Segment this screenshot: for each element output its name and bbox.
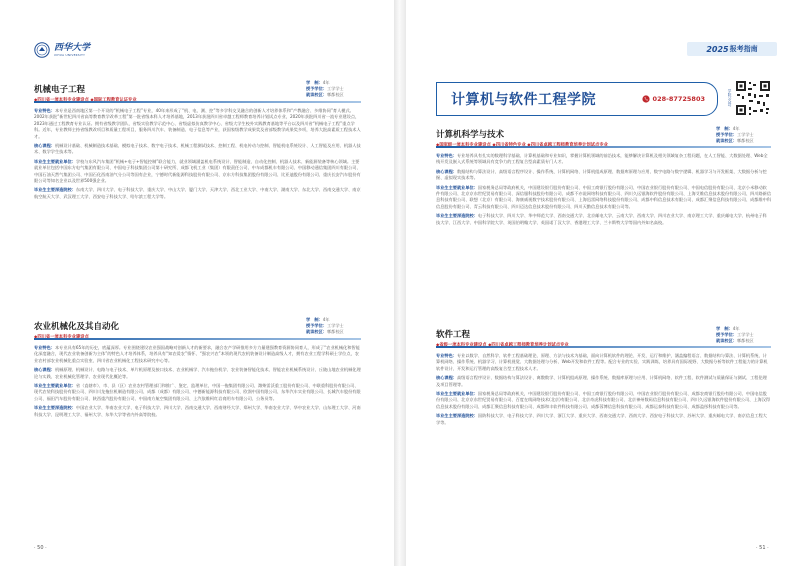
major-title: 计算机科学与技术	[436, 130, 505, 140]
major-body	[436, 153, 771, 226]
paragraph-core-courses: 核心课程：数据结构与算法设计、高级语言程序设计、操作系统、计算机网络、计算机组成原理、数据库原理与应用、数字电路与数字逻辑、机器学习与开发框架、大数据分析与挖掘、虚拟现实技术等。	[436, 168, 767, 181]
paragraph-further-study: 毕业生主要深造院校：东南大学、四川大学、电子科技大学、重庆大学、中山大学、厦门大学、天津大学、西北工业大学、中南大学、湖南大学、东北大学、西南交通大学、南京航空航天大学、武汉理工大学、西安电子科技大学、哈尔滨工程大学等。	[34, 187, 361, 199]
paragraph-employers: 毕业生主要就业单位：国家税务总局等政府机关，中国建设银行股份有限公司、中国工商银行股份有限公司、中国农业银行股份有限公司、中国电信股份有限公司、北京小米移动软件有限公司、北京京东世纪贸易有限公司、深信服科技股份有限公司、成都不亦说网络科技有限公司、四川久远银海软件股份有限公司、上海艾维信息技术股份有限公司、四川路新信息科技有限公司、联想（北京）有限公司、海康威视数字技术股份有限公司、上海迅雷网络科技股份有限公司、成都中科信息技术有限公司、成都汇聚信息科技有限公司、成都维中科信息股份有限公司、青云科技有限公司、四川迈达信息技术股份有限公司、四川天勤信息技术有限公司等。	[436, 184, 772, 209]
major-title: 软件工程	[436, 330, 471, 340]
page-gutter	[394, 0, 406, 566]
paragraph-feature: 专业特色：专业培养具有扎实的数理科学基础、计算机基础和专业知识，掌握计算机领域的前沿技术，能够解决计算机及相关领域复杂工程问题，在人工智能、大数据处理、Web全栈开发及嵌入式系统等领域具有竞争力的工程复合型高素质专门人才。	[436, 153, 768, 165]
section-divider	[436, 146, 771, 148]
page-number: · 51 ·	[756, 545, 769, 551]
section-divider	[436, 346, 771, 348]
major-meta: 学 制：4年 授予学位：工学学士 就读校区：郫都校区	[306, 80, 344, 97]
guide-text: 报考指南	[729, 45, 758, 53]
major-body	[34, 108, 361, 200]
qr-code-icon[interactable]	[735, 80, 771, 116]
paragraph-feature: 专业特色：本专业是西南地区第一个开设的“机械电子工程”专业，40年来形成了“机、电、测、控”等多学科交叉融合的创新人才培养体系和“产教融合、多维协同”育人模式。2002年获批“新世纪四川省高等教育教学改革工程”第一批省级本科人才培养基地，2013年获批四川省卓越工程师教育培养计划试点专业，2020年获批四川省一流专业建设点，2023年通过工程教育专业认证。拥有省级教学团队、省级实验教学示范中心、省级虚拟仿真教学中心、省级大学生校外实践教育基地等平台以及四川省“机械电子工程”重点学科。近年，专业教师主持省级教改项目和质量工程项目，服务四川汽车、装备制造、电子信息等产业，获国家级教学成果奖及省部级教学成果奖多项，培养大批高素质工程技术人才。	[34, 108, 361, 139]
major-meta: 学 制：4年 授予学位：工学学士 就读校区：郫都校区	[716, 126, 754, 143]
major-meta: 学 制：4年 授予学位：工学学士 就读校区：郫都校区	[716, 326, 754, 343]
major-body	[34, 345, 361, 418]
paragraph-core-courses: 核心课程：机械原理、机械设计、电路与电子技术、单片机原理及接口技术、农业机械学、汽车拖拉机学、农业装备智能化技术、智能农业机械系统设计、丘陵山地农业机械化理论与实践、农业机械化管理学、农业现代化概论等。	[34, 367, 361, 379]
section-divider	[34, 338, 361, 340]
paragraph-further-study: 毕业生主要深造院校：电子科技大学、四川大学、华中师范大学、西南交通大学、北京邮电大学、云南大学、西南大学、四川农业大学、南京理工大学、重庆邮电大学、杭州电子科技大学、江西大学、中国科学院大学、英国伯明翰大学、英国诺丁汉大学、香港理工大学、兰卡斯特大学等国内外知名高校。	[436, 213, 767, 225]
paragraph-employers: 毕业生主要就业单位：国家税务总局等政府机关，中国建设银行股份有限公司、中国工商银行股份有限公司、中国农业银行股份有限公司、成都农商银行股份有限公司、中国电信股份有限公司、北京京东世纪贸易有限公司、百度在线网络技术(北京)有限公司、北京奇虎科技有限公司、北京神州数码信息科技有限公司、四川久远银海软件股份有限公司、上海汉得信息技术股份有限公司、成都汇聚信息科技有限公司、成都和丰软件科技有限公司、成都蓉博信息科技有限公司、成都运泰科技有限公司、成都盈彤科技有限公司等。	[436, 391, 771, 409]
left-page	[0, 0, 394, 566]
paragraph-employers: 毕业生主要就业单位：学校与东风汽车集团“机械+电子+智能控制”联合能力，就业领域涵盖机电系统设计、智能制造、自动化控制、机器人技术、新能源装备等核心领域。主要就业单位包括中国东方电气集团有限公司、中国电子科技集团公司第十研究所、成都飞机工业（集团）有限责任公司、中车成都机车有限公司、中国移动通信集团四川有限公司、中国石油天然气集团公司、中国石化西南油气分公司等国有企业，宁德时代新能源科技股份有限公司、京东方科技集团股份有限公司、比亚迪股份有限公司、重庆长安汽车股份有限公司等知名企业以及世界500强企业。	[34, 158, 361, 184]
college-name: 计算机与软件工程学院	[451, 92, 596, 108]
paragraph-feature: 专业特色：本专业具有65年的历史，底蕴深厚。专业围绕建设农业强国战略对创新人才的新要求，融合农产学研推用多方力量建强教育资源协同育人，形成了“农业机械化和智能化深度融合，现代农业装备创新为主体”的特色人才培养体系，培养具有“知农爱农”情怀、“强农兴农”本领的现代农机装备设计制造高级人才，拥有农业工程学科硕士学位点，农业农村部农业机械化重点实验室、四川省农业机械化工程技术研究中心等。	[34, 345, 360, 363]
major-meta: 学 制：4年 授予学位：工学学士 就读校区：郫都校区	[306, 317, 344, 334]
major-title: 机械电子工程	[34, 85, 86, 95]
paragraph-core-courses: 核心课程：机械设计基础、机械制造技术基础、模拟电子技术、数字电子技术、机械工程测试技术、控制工程、机电传动与控制、智能机电系统设计、人工智能及应用、机器人技术、数学学生技术等。	[34, 143, 361, 155]
college-banner	[436, 82, 718, 116]
college-qr	[728, 80, 771, 116]
guide-year: 2025	[706, 44, 729, 54]
university-logo	[34, 42, 90, 58]
paragraph-feature: 专业特色：专业以数学、自然科学、软件工程基础理论、原理、方法与技术为基础，面向计算机软件的理论、开发、运行和维护，涵盖编程语言、数据结构与算法、计算机系统、计算机网络、操作系统、机器学习、计算机视觉、大数据处理与分析、Web开发和软件工程等。配合专业的实验、实践训练，培养具有国际视野、大数据分析等软件工程能力的计算机软件设计、开发和运行管理的高级复合型工程技术人才。	[436, 353, 768, 371]
qr-caption: 学院公众号	[728, 89, 732, 107]
paragraph-further-study: 毕业生主要深造院校：国防科技大学、电子科技大学、四川大学、浙江大学、重庆大学、西南交通大学、西南大学、西安电子科技大学、苏州大学、重庆邮电大学、南京信息工程大学等。	[436, 413, 767, 425]
guide-badge	[687, 42, 777, 56]
paragraph-employers: 毕业生主要就业单位：省（直辖市）、市、县（区）农业农村管理部门和推广、鉴定、监理单位，中国一拖集团有限公司、潍柴雷沃重工股份有限公司、中联重科股份有限公司、现代农装科技股份有限公司、四川川龙拖拉机制造有限公司、成都（成都）有限公司、中德新能源科技有限公司、欧润中国有限公司、东华汽车实业有限公司、长城汽车股份有限公司、福田汽车股份有限公司、陕西重汽股份有限公司、中国南方航空集团有限公司、上汽依维柯红岩商用车有限公司、公务员等。	[34, 383, 361, 401]
university-seal-icon	[34, 42, 50, 58]
paragraph-core-courses: 核心课程：高级语言程序设计、数据结构与算法设计、离散数学、计算机组成原理、操作系统、数据库原理与应用、计算机网络、软件工程、软件测试与质量保证与测试、工程伦理及项目管理等。	[436, 375, 767, 387]
major-title: 农业机械化及其自动化	[34, 322, 120, 332]
page-number: · 50 ·	[34, 545, 47, 551]
right-page	[406, 0, 800, 566]
logo-name: 西华大学	[54, 43, 91, 53]
college-phone: 028-87725803	[652, 95, 705, 103]
major-body	[436, 353, 771, 426]
logo-subtitle: XIHUA UNIVERSITY	[54, 53, 86, 57]
phone-icon	[642, 95, 650, 103]
section-divider	[34, 101, 361, 103]
paragraph-further-study: 毕业生主要深造院校：中国农业大学、华南农业大学、电子科技大学、四川大学、西南交通大学、西南财经大学、郑州大学、华南农业大学、华中农业大学、山东理工大学、河南科技大学、昆明理工大学、福州大学、东华大学等省内外高等院校。	[34, 405, 361, 417]
